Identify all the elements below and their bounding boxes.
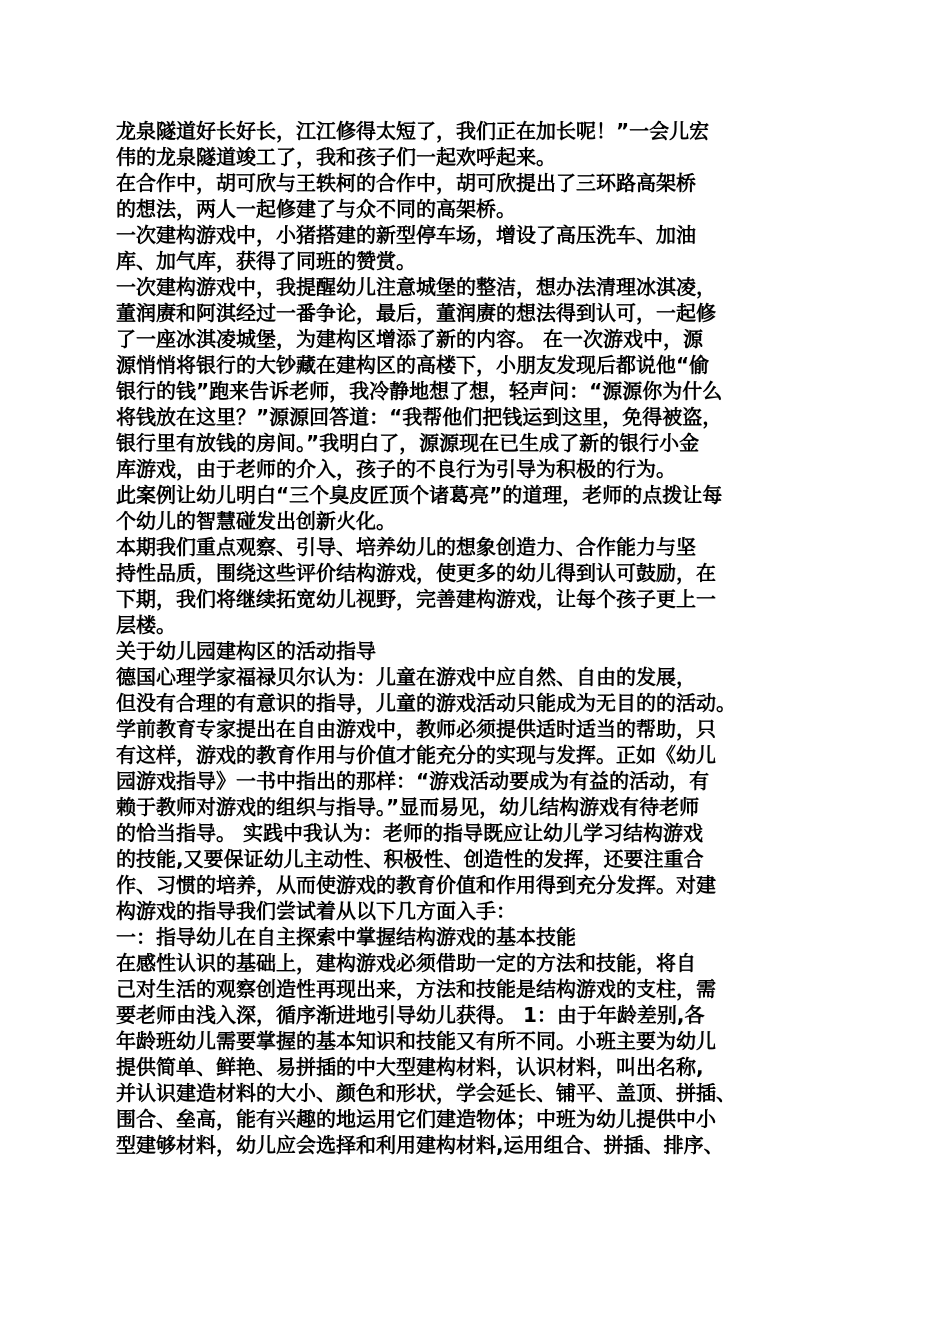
text-line: 源悄悄将银行的大钞藏在建构区的高楼下，小朋友发现后都说他“偷 bbox=[116, 353, 710, 377]
text-line: 提供简单、鲜艳、易拼插的中大型建构材料，认识材料，叫出名称, bbox=[116, 1055, 704, 1079]
text-line: 的技能,又要保证幼儿主动性、积极性、创造性的发挥，还要注重合 bbox=[116, 847, 704, 871]
text-line: 本期我们重点观察、引导、培养幼儿的想象创造力、合作能力与坚 bbox=[116, 535, 696, 559]
text-line: 一：指导幼儿在自主探索中掌握结构游戏的基本技能 bbox=[116, 925, 576, 949]
text-line: 的想法，两人一起修建了与众不同的高架桥。 bbox=[116, 197, 516, 221]
text-line: 赖于教师对游戏的组织与指导。”显而易见，幼儿结构游戏有待老师 bbox=[116, 795, 700, 819]
body-text bbox=[116, 118, 846, 1158]
text-line: 银行的钱”跑来告诉老师，我冷静地想了想，轻声问：“源源你为什么 bbox=[116, 379, 723, 403]
text-line: 银行里有放钱的房间。”我明白了，源源现在已生成了新的银行小金 bbox=[116, 431, 700, 455]
text-line: 库游戏，由于老师的介入，孩子的不良行为引导为积极的行为。 bbox=[116, 457, 676, 481]
text-line: 的恰当指导。 实践中我认为：老师的指导既应让幼儿学习结构游戏 bbox=[116, 821, 703, 845]
text-line: 型建够材料，幼儿应会选择和利用建构材料,运用组合、拼插、排序、 bbox=[116, 1133, 724, 1157]
text-line: 将钱放在这里？”源源回答道：“我帮他们把钱运到这里，免得被盗， bbox=[116, 405, 723, 429]
text-line: 构游戏的指导我们尝试着从以下几方面入手： bbox=[116, 899, 516, 923]
text-line: 园游戏指导》一书中指出的那样：“游戏活动要成为有益的活动，有 bbox=[116, 769, 710, 793]
text-line: 并认识建造材料的大小、颜色和形状，学会延长、铺平、盖顶、拼插、 bbox=[116, 1081, 736, 1105]
text-line: 德国心理学家福禄贝尔认为：儿童在游戏中应自然、自由的发展， bbox=[116, 665, 696, 689]
text-line: 持性品质，围绕这些评价结构游戏，使更多的幼儿得到认可鼓励，在 bbox=[116, 561, 716, 585]
text-line: 龙泉隧道好长好长，江江修得太短了，我们正在加长呢！”一会儿宏 bbox=[116, 119, 710, 143]
text-line: 在感性认识的基础上，建构游戏必须借助一定的方法和技能，将自 bbox=[116, 951, 696, 975]
text-line: 伟的龙泉隧道竣工了，我和孩子们一起欢呼起来。 bbox=[116, 145, 556, 169]
text-line: 一次建构游戏中，我提醒幼儿注意城堡的整洁，想办法清理冰淇凌， bbox=[116, 275, 716, 299]
text-line: 在合作中，胡可欣与王轶柯的合作中，胡可欣提出了三环路高架桥 bbox=[116, 171, 696, 195]
text-line: 作、习惯的培养，从而使游戏的教育价值和作用得到充分发挥。对建 bbox=[116, 873, 716, 897]
text-line: 有这样，游戏的教育作用与价值才能充分的实现与发挥。正如《幼儿 bbox=[116, 743, 716, 767]
text-line: 层楼。 bbox=[116, 613, 176, 637]
text-line: 关于幼儿园建构区的活动指导 bbox=[116, 639, 376, 663]
text-line: 年龄班幼儿需要掌握的基本知识和技能又有所不同。小班主要为幼儿 bbox=[116, 1029, 716, 1053]
text-line: 但没有合理的有意识的指导，儿童的游戏活动只能成为无目的的活动。 bbox=[116, 691, 736, 715]
text-line: 围合、垒高，能有兴趣的地运用它们建造物体；中班为幼儿提供中小 bbox=[116, 1107, 716, 1131]
text-line: 一次建构游戏中，小猪搭建的新型停车场，增设了高压洗车、加油 bbox=[116, 223, 696, 247]
text-line: 董润赓和阿淇经过一番争论，最后，董润赓的想法得到认可，一起修 bbox=[116, 301, 716, 325]
text-line: 库、加气库，获得了同班的赞赏。 bbox=[116, 249, 416, 273]
text-line: 己对生活的观察创造性再现出来，方法和技能是结构游戏的支柱，需 bbox=[116, 977, 716, 1001]
text-line: 学前教育专家提出在自由游戏中，教师必须提供适时适当的帮助，只 bbox=[116, 717, 716, 741]
text-line: 要老师由浅入深，循序渐进地引导幼儿获得。 1：由于年龄差别,各 bbox=[116, 1003, 705, 1027]
text-line: 个幼儿的智慧碰发出创新火化。 bbox=[116, 509, 396, 533]
text-line: 了一座冰淇凌城堡，为建构区增添了新的内容。 在一次游戏中，源 bbox=[116, 327, 703, 351]
text-line: 下期，我们将继续拓宽幼儿视野，完善建构游戏，让每个孩子更上一 bbox=[116, 587, 716, 611]
text-line: 此案例让幼儿明白“三个臭皮匠顶个诸葛亮”的道理，老师的点拨让每 bbox=[116, 483, 723, 507]
